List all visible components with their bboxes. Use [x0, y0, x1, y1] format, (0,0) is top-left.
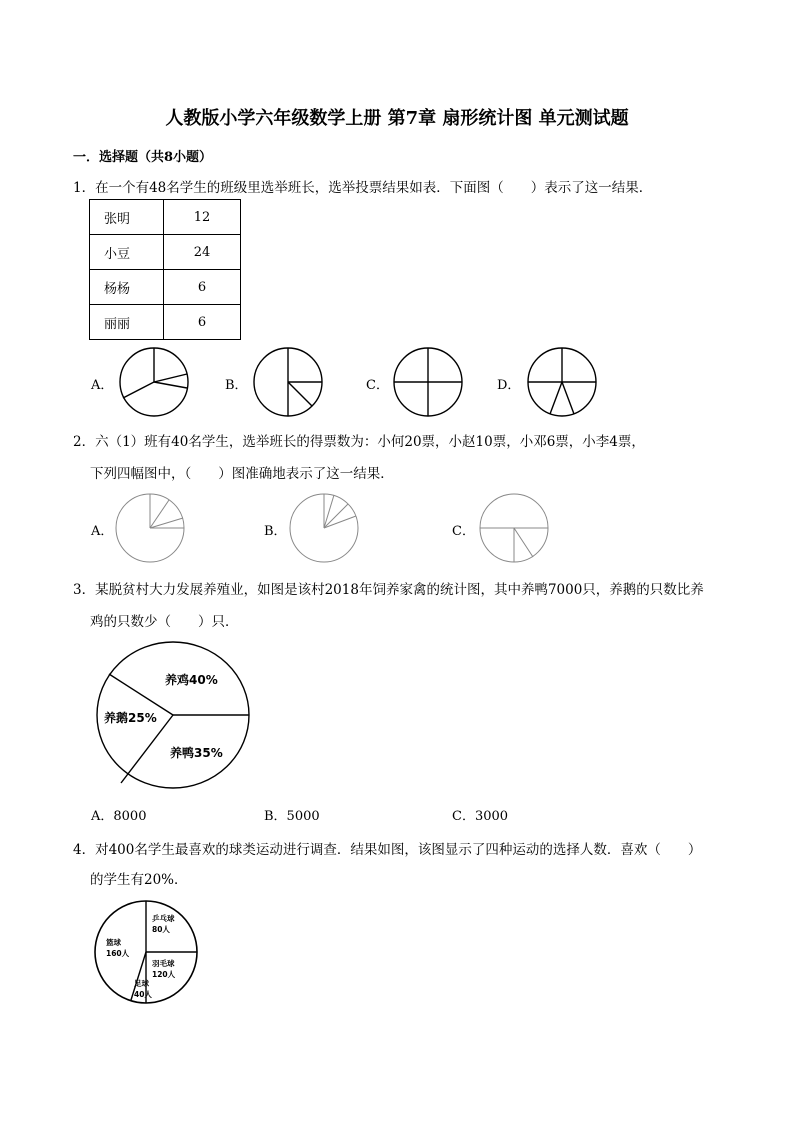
table-row: [90, 200, 241, 235]
q4-label-badminton-count: 120人: [152, 970, 176, 979]
question-4-line-1: 4．对400名学生最喜欢的球类运动进行调查．结果如图，该图显示了四种运动的选择人数．喜欢（ ）: [73, 842, 702, 858]
q4-label-badminton-name: 羽毛球: [152, 959, 175, 968]
q1-option-b-pie[interactable]: [252, 346, 324, 418]
q4-label-pingpong-count: 80人: [152, 925, 170, 934]
table-row: [90, 235, 241, 270]
q1-option-b-label[interactable]: B．: [225, 378, 248, 393]
q2-option-b-pie[interactable]: [288, 492, 360, 564]
vote-count: 24: [164, 235, 241, 270]
question-2-line-2: 下列四幅图中，（ ）图准确地表示了这一结果．: [90, 466, 394, 482]
q2-option-c-label[interactable]: C．: [452, 524, 475, 539]
question-1-text: 1．在一个有48名学生的班级里选举班长，选举投票结果如表．下面图（ ）表示了这一结果．: [73, 180, 653, 196]
vote-count: 6: [164, 305, 241, 340]
q2-option-c-pie[interactable]: [478, 492, 550, 564]
q1-option-a-label[interactable]: A．: [91, 378, 114, 393]
section-heading: 一．选择题（共8小题）: [73, 150, 213, 165]
candidate-name: 张明: [90, 200, 164, 235]
q2-option-a-label[interactable]: A．: [91, 524, 114, 539]
question-3-line-1: 3．某脱贫村大力发展养殖业，如图是该村2018年饲养家禽的统计图，其中养鸭7000只，养鹅的只数比养: [73, 582, 704, 598]
q1-option-a-pie[interactable]: [118, 346, 190, 418]
q4-label-basketball-count: 160人: [106, 949, 130, 958]
q1-option-c-label[interactable]: C．: [366, 378, 389, 393]
q1-option-c-pie[interactable]: [392, 346, 464, 418]
q4-label-basketball-name: 篮球: [106, 938, 121, 947]
q3-slice-label-duck: 养鸭35%: [170, 746, 223, 760]
candidate-name: 小豆: [90, 235, 164, 270]
page-title: 人教版小学六年级数学上册 第7章 扇形统计图 单元测试题: [165, 108, 629, 129]
candidate-name: 丽丽: [90, 305, 164, 340]
q4-pie-chart: [94, 900, 200, 1006]
q4-label-pingpong-name: 乒乓球: [152, 914, 175, 923]
q4-label-football-name: 足球: [134, 979, 149, 988]
q1-option-d-label[interactable]: D．: [497, 378, 521, 393]
q1-option-d-pie[interactable]: [526, 346, 598, 418]
table-row: [90, 305, 241, 340]
q2-option-a-pie[interactable]: [114, 492, 186, 564]
vote-table: [89, 199, 241, 340]
q3-slice-label-chicken: 养鸡40%: [165, 673, 218, 687]
table-row: [90, 270, 241, 305]
vote-count: 6: [164, 270, 241, 305]
vote-count: 12: [164, 200, 241, 235]
q3-slice-label-goose: 养鹅25%: [104, 711, 157, 725]
q3-option-b[interactable]: B．5000: [264, 809, 320, 824]
candidate-name: 杨杨: [90, 270, 164, 305]
question-3-line-2: 鸡的只数少（ ）只．: [90, 614, 239, 630]
q3-pie-chart: [95, 640, 251, 790]
question-2-line-1: 2．六（1）班有40名学生，选举班长的得票数为：小何20票，小赵10票，小邓6票，小李4票，: [73, 434, 645, 450]
q4-label-football-count: 40人: [134, 990, 152, 999]
q3-option-a[interactable]: A．8000: [91, 809, 147, 824]
q3-option-c[interactable]: C．3000: [452, 809, 509, 824]
question-4-line-2: 的学生有20%．: [90, 872, 188, 888]
q2-option-b-label[interactable]: B．: [264, 524, 287, 539]
